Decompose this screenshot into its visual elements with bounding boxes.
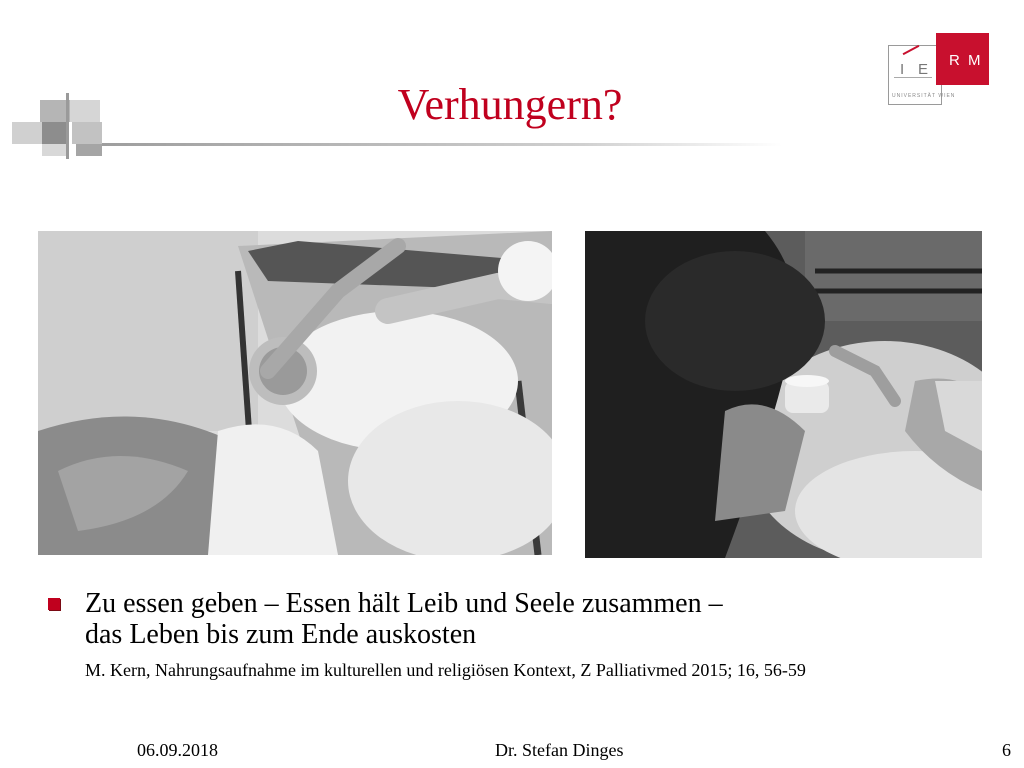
bullet-marker (48, 598, 60, 610)
footer-author: Dr. Stefan Dinges (495, 740, 624, 760)
deco-square (42, 122, 68, 144)
deco-square (70, 100, 100, 122)
title-underline (102, 143, 782, 146)
logo-letter-r: R (949, 52, 962, 69)
footer-page-number: 6 (1002, 740, 1011, 760)
deco-square (76, 144, 102, 156)
bullet-text (85, 588, 965, 650)
ierm-logo (888, 33, 990, 105)
deco-square (72, 122, 102, 144)
deco-vertical-line (66, 93, 69, 159)
photo-caregiver-feeding (585, 231, 982, 558)
bullet-line-1: Zu essen geben – Essen hält Leib und Seele zusammen – (85, 588, 723, 619)
logo-letter-e: E (918, 61, 931, 78)
deco-square (12, 122, 42, 144)
photo-elderly-woman-in-bed (38, 231, 552, 555)
logo-letter-m: M (968, 52, 983, 69)
logo-letter-i: I (900, 61, 907, 78)
logo-subtitle: UNIVERSITÄT WIEN (892, 93, 956, 99)
footer-date: 06.09.2018 (137, 740, 218, 760)
slide-title: Verhungern? (397, 80, 623, 129)
photo-left-illustration (38, 231, 552, 555)
bullet-line-2: das Leben bis zum Ende auskosten (85, 619, 477, 650)
photo-right-illustration (585, 231, 982, 558)
bullet-reference: M. Kern, Nahrungsaufnahme im kulturellen und religiösen Kontext, Z Palliativmed 2015; 16, 56-59 (85, 660, 806, 680)
logo-seal (894, 77, 932, 90)
deco-square (42, 144, 68, 156)
